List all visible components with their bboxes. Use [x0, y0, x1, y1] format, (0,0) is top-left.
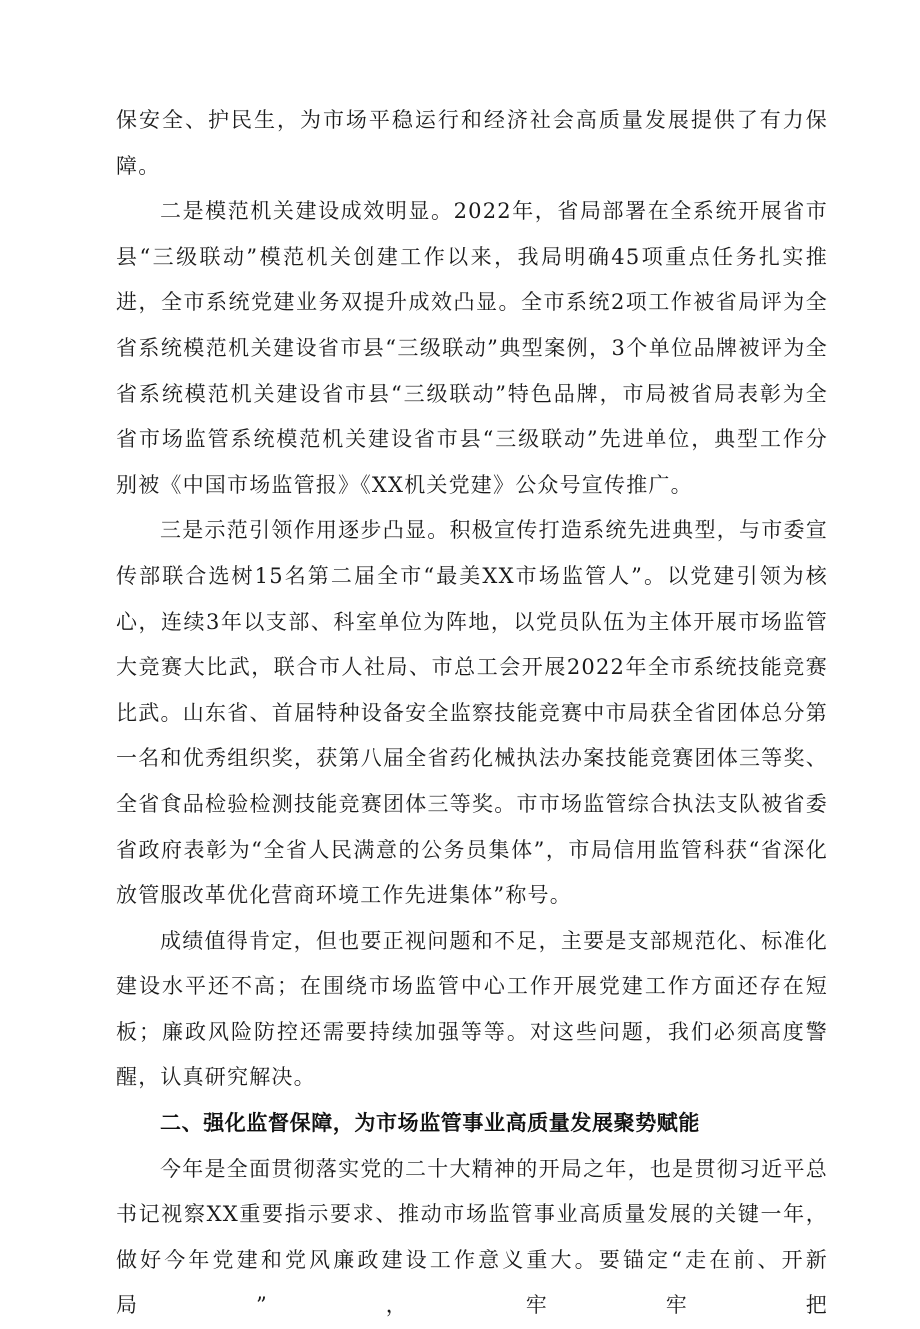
- paragraph-shortcomings: 成绩值得肯定，但也要正视问题和不足，主要是支部规范化、标准化建设水平还不高；在围绕市场监管中心工作开展党建工作方面还存在短板；廉政风险防控还需要持续加强等等。对这些问题，我们必须高度警醒，认真研究解决。: [116, 928, 828, 1090]
- paragraph-model-agencies: 二是模范机关建设成效明显。2022年，省局部署在全系统开展省市县“三级联动”模范机关创建工作以来，我局明确45项重点任务扎实推进，全市系统党建业务双提升成效凸显。全市系统2项工作被省局评为全省系统模范机关建设省市县“三级联动”典型案例，3个单位品牌被评为全省系统模范机关建设省市县“三级联动”特色品牌，市局被省局表彰为全省市场监管系统模范机关建设省市县“三级联动”先进单位，典型工作分别被《中国市场监管报》《XX机关党建》公众号宣传推广。: [116, 199, 828, 497]
- section-heading: 二、强化监督保障，为市场监管事业高质量发展聚势赋能: [160, 1111, 700, 1136]
- paragraph-this-year: 今年是全面贯彻落实党的二十大精神的开局之年，也是贯彻习近平总书记视察XX重要指示要求、推动市场监管事业高质量发展的关键一年，做好今年党建和党风廉政建设工作意义重大。要锚定“走在前、开新局”，牢牢把: [116, 1156, 828, 1318]
- paragraph-demonstration-role: 三是示范引领作用逐步凸显。积极宣传打造系统先进典型，与市委宣传部联合选树15名第二届全市“最美XX市场监管人”。以党建引领为核心，连续3年以支部、科室单位为阵地，以党员队伍为主体开展市场监管大竞赛大比武，联合市人社局、市总工会开展2022年全市系统技能竞赛比武。山东省、首届特种设备安全监察技能竞赛中市局获全省团体总分第一名和优秀组织奖，获第八届全省药化械执法办案技能竞赛团体三等奖、全省食品检验检测技能竞赛团体三等奖。市市场监管综合执法支队被省委省政府表彰为“全省人民满意的公务员集体”，市局信用监管科获“省深化放管服改革优化营商环境工作先进集体”称号。: [116, 518, 828, 908]
- paragraph-continuation: 保安全、护民生，为市场平稳运行和经济社会高质量发展提供了有力保障。: [116, 108, 828, 178]
- document-body: [116, 98, 828, 1329]
